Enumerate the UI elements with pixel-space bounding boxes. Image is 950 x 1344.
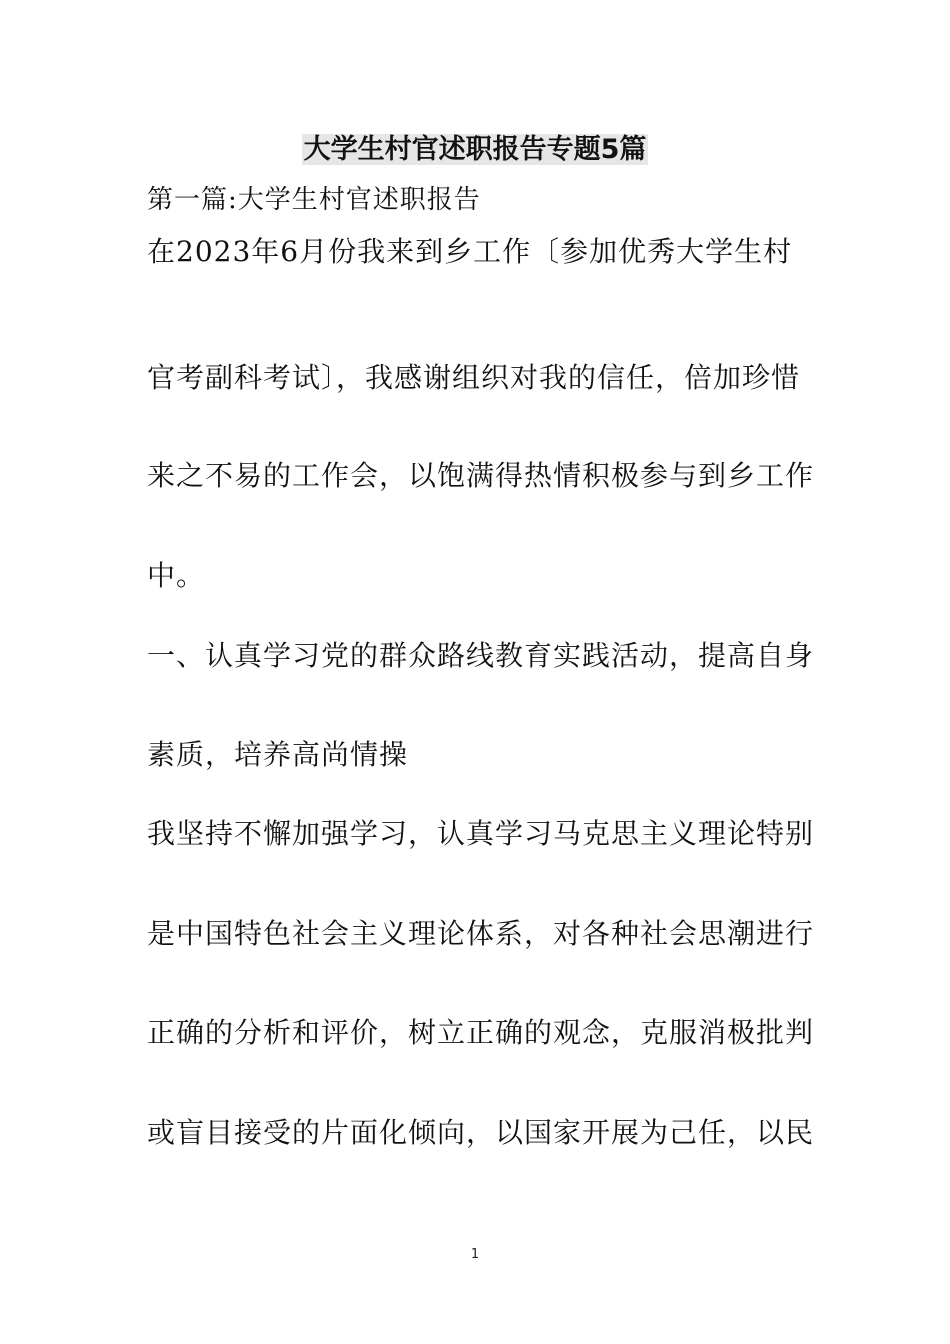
paragraph-line-7: 我坚持不懈加强学习，认真学习马克思主义理论特别 <box>147 817 815 850</box>
paragraph-line-6: 素质，培养高尚情操 <box>147 738 409 771</box>
page-number: 1 <box>470 1247 480 1262</box>
paragraph-line-3: 来之不易的工作会，以饱满得热情积极参与到乡工作 <box>147 459 815 492</box>
document-title <box>0 130 950 170</box>
paragraph-line-10: 或盲目接受的片面化倾向，以国家开展为己任，以民 <box>147 1116 815 1149</box>
paragraph-line-9: 正确的分析和评价，树立正确的观念，克服消极批判 <box>147 1016 815 1049</box>
paragraph-line-8: 是中国特色社会主义理论体系，对各种社会思潮进行 <box>147 917 815 950</box>
paragraph-line-5: 一、认真学习党的群众路线教育实践活动，提高自身 <box>147 639 815 672</box>
document-title-text: 大学生村官述职报告专题5篇 <box>303 134 647 165</box>
paragraph-line-4: 中。 <box>147 559 206 592</box>
section-heading: 第一篇:大学生村官述职报告 <box>147 185 481 215</box>
paragraph-line-2: 官考副科考试〕，我感谢组织对我的信任，倍加珍惜 <box>147 361 801 394</box>
paragraph-line-1: 在2023年6月份我来到乡工作〔参加优秀大学生村 <box>147 235 793 268</box>
